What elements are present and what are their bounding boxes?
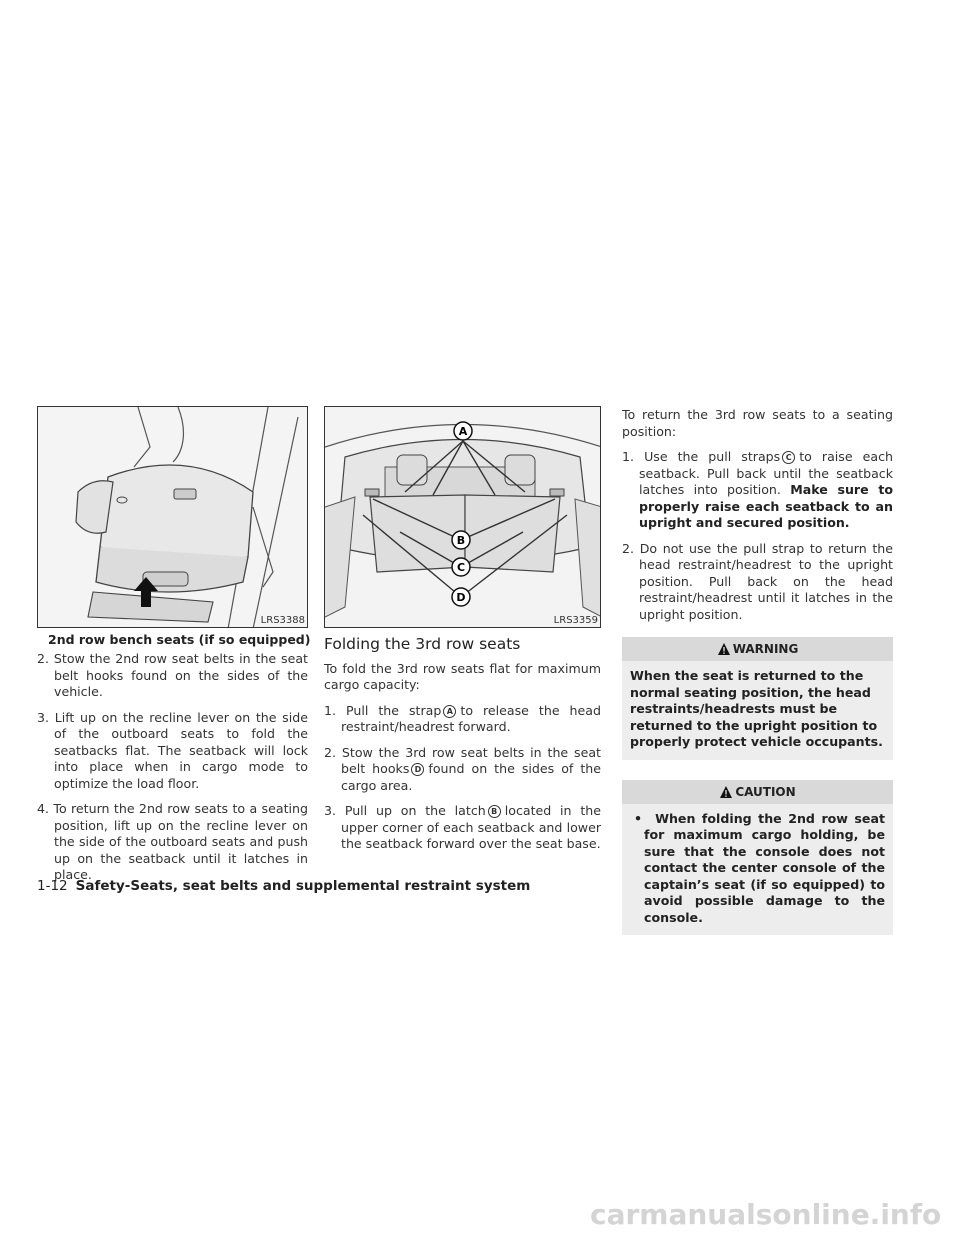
page-footer	[37, 878, 530, 894]
callout-a: A	[458, 425, 468, 438]
figure-caption: 2nd row bench seats (if so equipped)	[48, 632, 311, 647]
warning-box	[622, 637, 893, 760]
caution-bullet: • When folding the 2nd row seat for maximum cargo holding, be sure that the console does not contact the center console of the captain’s seat (if so equipped) to avoid possible damage to the console.	[634, 810, 885, 925]
seat-illustration	[38, 407, 308, 628]
section-title: Safety-Seats, seat belts and supplemental restraint system	[75, 878, 531, 894]
page-number: 1-12	[37, 878, 68, 894]
list-item: 4. To return the 2nd row seats to a seating position, lift up on the recline lever on the side of the outboard seats and push up on the seatback until it latches in place.	[37, 801, 308, 882]
list-item: 1. Pull the strap A to release the head restraint/headrest forward.	[324, 702, 601, 734]
intro-text: To fold the 3rd row seats flat for maximum cargo capacity:	[324, 660, 601, 692]
callout-d: D	[456, 591, 466, 604]
figure-3rd-row-seats	[324, 406, 601, 628]
callout-b: B	[456, 534, 466, 547]
figure-2nd-row-bench-seats	[37, 406, 308, 628]
cargo-area-illustration	[325, 407, 601, 628]
middle-column	[324, 636, 601, 862]
warning-text: When the seat is returned to the normal seating position, the head restraints/headrests must be returned to the upright position to properly protect vehicle occupants.	[622, 661, 893, 760]
list-item: 1. Use the pull straps C to raise each seatback. Pull back until the seatback latches into position. Make sure to properly raise each seatback to an upright and secured position.	[622, 449, 893, 530]
callout-marker: B	[488, 805, 501, 818]
list-item: 3. Lift up on the recline lever on the side of the outboard seats to fold the seatbacks flat. The seatback will lock into place when in cargo mode to optimize the load floor.	[37, 709, 308, 791]
caution-box	[622, 780, 893, 936]
caution-icon	[719, 785, 733, 799]
caution-header: CAUTION	[622, 780, 893, 804]
callout-marker: C	[782, 451, 795, 464]
intro-text: To return the 3rd row seats to a seating position:	[622, 407, 893, 439]
list-item: 3. Pull up on the latch B located in the upper corner of each seatback and lower the seatback forward over the seat base.	[324, 803, 601, 851]
callout-c: C	[456, 561, 466, 574]
callout-marker: D	[411, 763, 424, 776]
figure-code: LRS3359	[553, 615, 598, 626]
callout-marker: A	[443, 705, 456, 718]
section-heading: Folding the 3rd row seats	[324, 635, 521, 653]
list-item: 2. Do not use the pull strap to return the head restraint/headrest to the upright position. Pull back on the head restraint/headrest until it latches in the upright position.	[622, 540, 893, 622]
list-item: 2. Stow the 2nd row seat belts in the seat belt hooks found on the sides of the vehicle.	[37, 651, 308, 699]
warning-header: WARNING	[622, 637, 893, 661]
list-item: 2. Stow the 3rd row seat belts in the seat belt hooks D found on the sides of the cargo area.	[324, 744, 601, 793]
left-column	[37, 651, 308, 893]
right-column	[622, 407, 893, 935]
watermark: carmanualsonline.info	[590, 1198, 942, 1231]
figure-code: LRS3388	[260, 615, 305, 626]
warning-icon	[717, 642, 731, 656]
